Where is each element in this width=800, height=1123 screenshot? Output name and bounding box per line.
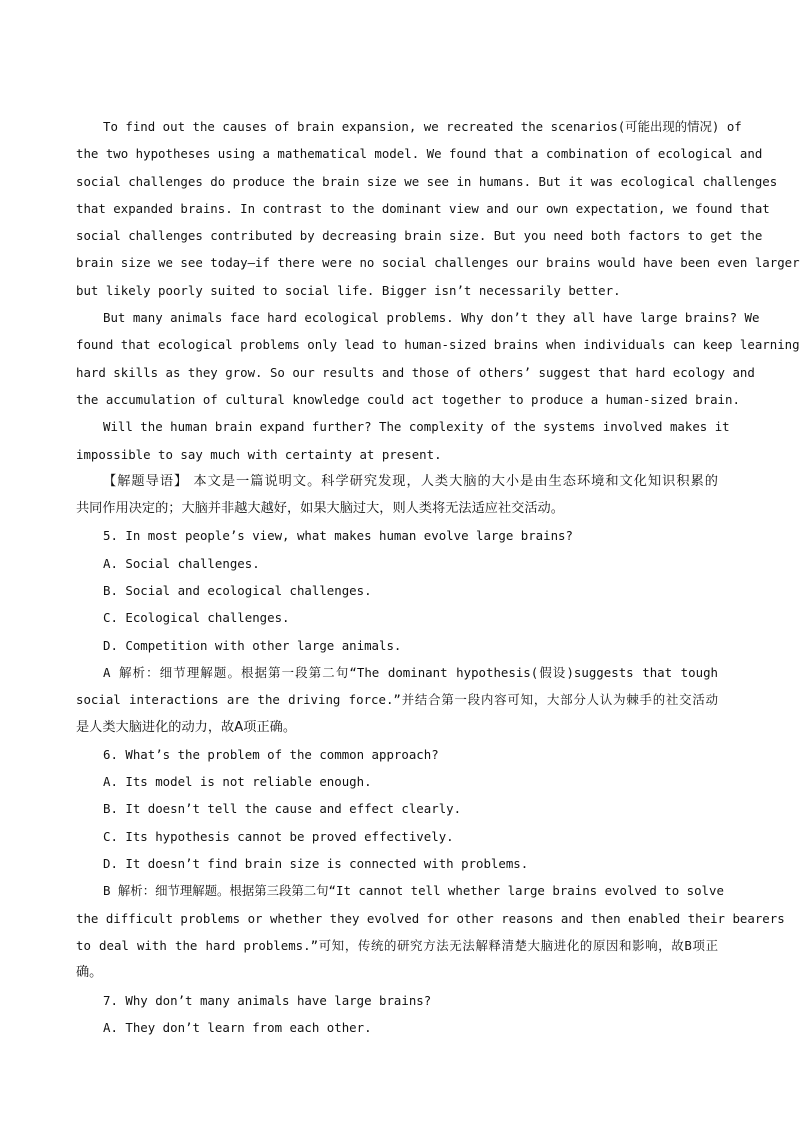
text-line: C. Its hypothesis cannot be proved effectively. [103,828,454,844]
text-line: 共同作用决定的；大脑并非越大越好，如果大脑过大，则人类将无法适应社交活动。 [76,501,564,517]
text-line: 【解题导语】 本文是一篇说明文。科学研究发现，人类大脑的大小是由生态环境和文化知识积累的 [103,473,718,489]
text-line: social interactions are the driving force.”并结合第一段内容可知，大部分人认为棘手的社交活动 [76,692,718,708]
text-line: B 解析：细节理解题。根据第三段第二句“It cannot tell whether large brains evolved to solve [103,883,724,899]
text-line: D. Competition with other large animals. [103,637,402,653]
text-line: B. Social and ecological challenges. [103,583,372,599]
text-line: brain size we see today—if there were no social challenges our brains would have been even larger [76,255,800,271]
text-line: A. Its model is not reliable enough. [103,774,372,790]
text-line: 7. Why don’t many animals have large brains? [103,992,432,1008]
text-line: B. It doesn’t tell the cause and effect clearly. [103,801,462,817]
text-line: 5. In most people’s view, what makes human evolve large brains? [103,528,573,544]
text-line: 是人类大脑进化的动力，故A项正确。 [76,719,297,735]
text-line: social challenges contributed by decreasing brain size. But you need both factors to get the [76,228,763,244]
text-line: 6. What’s the problem of the common approach? [103,746,439,762]
text-line: impossible to say much with certainty at present. [76,446,442,462]
text-line: the difficult problems or whether they evolved for other reasons and then enabled their bearers [76,910,785,926]
text-line: hard skills as they grow. So our results and those of others’ suggest that hard ecology and [76,364,755,380]
text-line: but likely poorly suited to social life. Bigger isn’t necessarily better. [76,282,621,298]
text-line: But many animals face hard ecological problems. Why don’t they all have large brains? We [103,310,760,326]
text-line: to deal with the hard problems.”可知，传统的研究方法无法解释清楚大脑进化的原因和影响，故B项正 [76,937,718,953]
text-line: social challenges do produce the brain size we see in humans. But it was ecological challenges [76,173,778,189]
text-line: A 解析：细节理解题。根据第一段第二句“The dominant hypothesis(假设)suggests that tough [103,664,718,680]
text-line: A. Social challenges. [103,555,260,571]
text-line: the accumulation of cultural knowledge could act together to produce a human-sized brain. [76,391,740,407]
text-line: the two hypotheses using a mathematical model. We found that a combination of ecological and [76,146,763,162]
text-line: 确。 [76,965,103,981]
text-line: C. Ecological challenges. [103,610,290,626]
text-line: that expanded brains. In contrast to the dominant view and our own expectation, we found that [76,200,770,216]
text-line: D. It doesn’t find brain size is connected with problems. [103,856,529,872]
text-line: A. They don’t learn from each other. [103,1019,372,1035]
text-line: To find out the causes of brain expansion, we recreated the scenarios(可能出现的情况) of [103,119,742,134]
text-line: Will the human brain expand further? The complexity of the systems involved makes it [103,419,730,435]
text-line: found that ecological problems only lead to human-sized brains when individuals can keep learning [76,337,800,353]
